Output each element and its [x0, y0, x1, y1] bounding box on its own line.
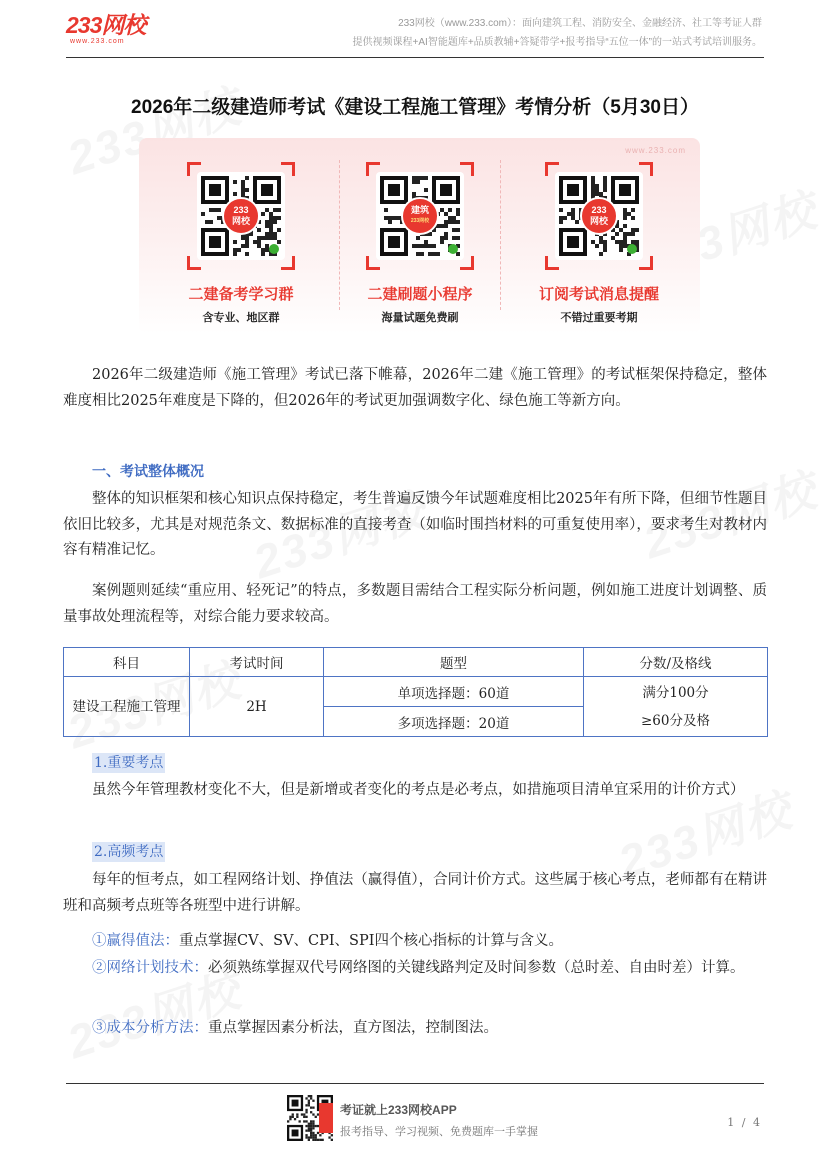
qr-card-subtitle: 含专业、地区群 — [202, 312, 280, 324]
qr-card-quiz-app[interactable] — [345, 162, 495, 325]
list-item-lead: ②网络计划技术： — [92, 960, 208, 976]
badge-text: 233网校 — [410, 218, 430, 224]
list-item-lead: ①赢得值法： — [92, 933, 179, 949]
list-item — [63, 956, 767, 982]
qr-card-study-group[interactable] — [166, 162, 316, 325]
table-header-cell: 题型 — [324, 648, 584, 677]
wechat-icon — [627, 244, 637, 254]
footer-app-subtitle: 报考指导、学习视频、免费题库一手掌握 — [340, 1126, 538, 1138]
qr-code[interactable] — [555, 172, 643, 260]
qr-card-notification[interactable] — [524, 162, 674, 325]
list-item — [63, 929, 767, 955]
list-item-lead: ③成本分析方法： — [92, 1020, 208, 1036]
subheading-frequent: 2.高频考点 — [94, 844, 164, 860]
badge-text: 233 — [591, 205, 607, 215]
qr-code[interactable] — [197, 172, 285, 260]
qr-card-subtitle: 不错过重要考期 — [560, 312, 638, 324]
banner-divider — [500, 160, 501, 310]
banner-url: www.233.com — [625, 146, 686, 155]
table-header-row — [64, 648, 768, 677]
brand-logo[interactable] — [66, 12, 161, 52]
score-cell — [584, 677, 768, 737]
page-number: 1 / 4 — [727, 1116, 762, 1129]
list-item-text: 必须熟练掌握双代号网络图的关键线路判定及时间参数（总时差、自由时差）计算。 — [208, 960, 745, 976]
qr-card-subtitle: 海量试题免费刷 — [381, 312, 459, 324]
wechat-icon — [448, 244, 458, 254]
qr-badge — [222, 197, 260, 235]
wechat-icon — [269, 244, 279, 254]
list-item-text: 重点掌握因素分析法，直方图法，控制图法。 — [208, 1020, 498, 1036]
section-heading: 一、考试整体概况 — [92, 463, 204, 479]
case-paragraph: 案例题则延续“重应用、轻死记”的特点，多数题目需结合工程实际分析问题，例如施工进度计划调整、质量事故处理流程等，对综合能力要求较高。 — [63, 583, 767, 625]
badge-text: 233 — [233, 205, 249, 215]
app-qr-code[interactable] — [287, 1095, 333, 1141]
frequent-paragraph: 每年的恒考点，如工程网络计划、挣值法（赢得值），合同计价方式。这些属于核心考点，老师都有在精讲班和高频考点班等各班型中进行讲解。 — [63, 872, 767, 914]
page-title: 2026年二级建造师考试《建设工程施工管理》考情分析（5月30日） — [131, 97, 699, 118]
qr-code[interactable] — [376, 172, 464, 260]
subheading-important: 1.重要考点 — [94, 755, 164, 771]
qr-card-title: 二建刷题小程序 — [367, 286, 473, 303]
header-line-1: 233网校（www.233.com）：面向建筑工程、消防安全、金融经济、社工等考证人群 — [398, 18, 762, 29]
qr-badge — [580, 197, 618, 235]
list-item — [63, 1016, 767, 1042]
exam-info-table — [63, 647, 768, 737]
time-cell: 2H — [190, 677, 324, 737]
question-type-cell: 单项选择题：60道 — [324, 677, 584, 707]
question-type-cell: 多项选择题：20道 — [324, 707, 584, 737]
qr-card-title: 订阅考试消息提醒 — [538, 286, 659, 303]
subject-cell: 建设工程施工管理 — [64, 677, 190, 737]
score-full: 满分100分 — [642, 684, 709, 701]
app-badge-icon — [319, 1103, 333, 1133]
footer-divider — [66, 1083, 764, 1084]
intro-paragraph: 2026年二级建造师《施工管理》考试已落下帷幕，2026年二建《施工管理》的考试框架保持稳定，整体难度相比2025年难度是下降的，但2026年的考试更加强调数字化、绿色施工等新方向。 — [63, 367, 767, 409]
footer-app-title: 考证就上233网校APP — [340, 1103, 457, 1117]
badge-text: 网校 — [589, 216, 608, 226]
table-header-cell: 考试时间 — [190, 648, 324, 677]
logo-url: www.233.com — [70, 38, 125, 45]
qr-card-title: 二建备考学习群 — [188, 286, 294, 303]
banner-divider — [339, 160, 340, 310]
list-item-text: 重点掌握CV、SV、CPI、SPI四个核心指标的计算与含义。 — [179, 933, 563, 949]
qr-badge — [401, 197, 439, 235]
table-row — [64, 677, 768, 707]
overview-paragraph: 整体的知识框架和核心知识点保持稳定，考生普遍反馈今年试题难度相比2025年有所下降，但细节性题目依旧比较多，尤其是对规范条文、数据标准的直接考查（如临时围挡材料的可重复使用率），要求考生对教材内容有精准记忆。 — [63, 491, 767, 558]
logo-text: 233网校 — [66, 12, 146, 38]
header-description — [353, 14, 762, 52]
score-pass: ≥60分及格 — [641, 712, 710, 729]
badge-text: 网校 — [231, 216, 250, 226]
table-header-cell: 科目 — [64, 648, 190, 677]
table-header-cell: 分数/及格线 — [584, 648, 768, 677]
badge-text: 建筑 — [410, 205, 429, 215]
header-line-2: 提供视频课程+AI智能题库+品质教辅+答疑带学+报考指导“五位一体”的一站式考试培训服务。 — [352, 37, 762, 48]
page-header — [66, 10, 764, 58]
important-paragraph: 虽然今年管理教材变化不大，但是新增或者变化的考点是必考点，如措施项目清单宜采用的计价方式） — [92, 782, 745, 798]
qr-banner — [139, 138, 700, 334]
